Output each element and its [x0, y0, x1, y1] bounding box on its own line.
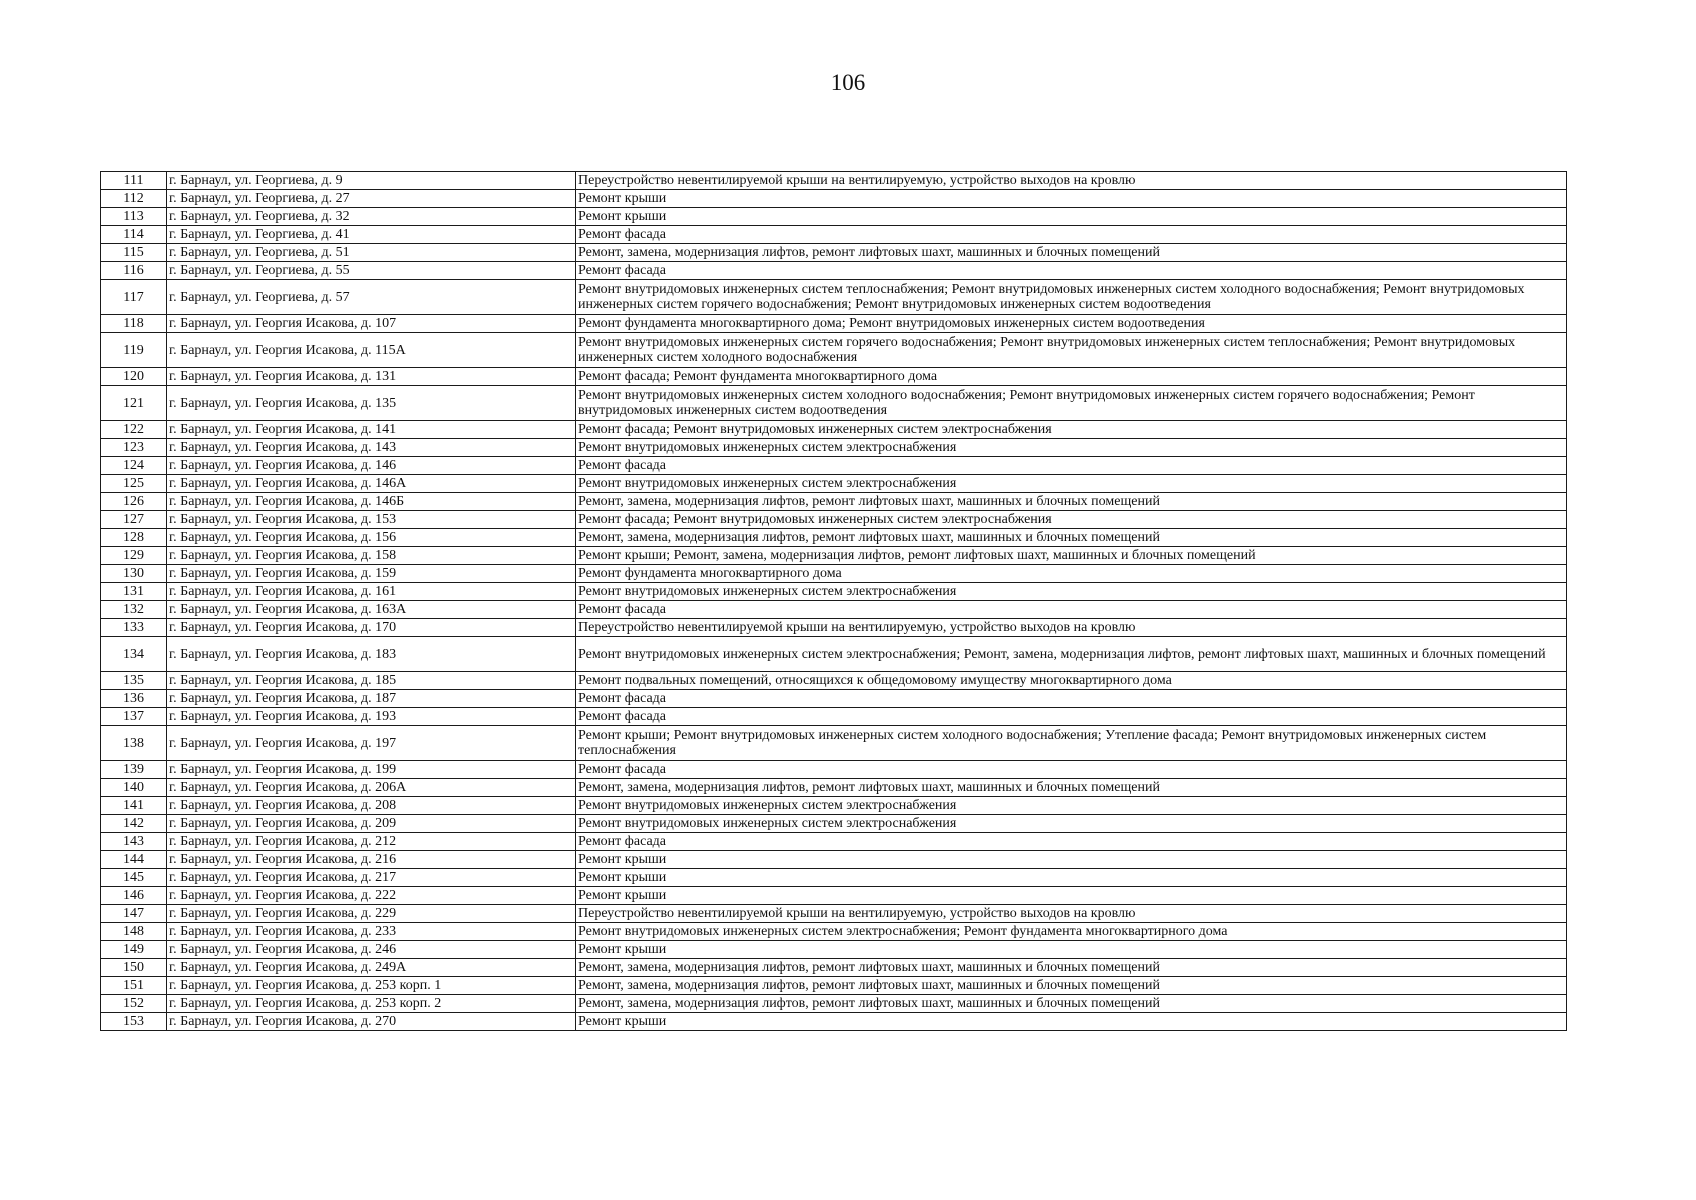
row-number: 117	[101, 280, 167, 315]
address-cell: г. Барнаул, ул. Георгиева, д. 27	[167, 190, 576, 208]
row-number: 122	[101, 421, 167, 439]
row-number: 131	[101, 583, 167, 601]
address-cell: г. Барнаул, ул. Георгия Исакова, д. 249А	[167, 959, 576, 977]
table-row	[101, 995, 1567, 1013]
works-cell: Ремонт подвальных помещений, относящихся к общедомовому имуществу многоквартирного дома	[576, 672, 1567, 690]
row-number: 130	[101, 565, 167, 583]
table-row	[101, 726, 1567, 761]
works-cell: Ремонт внутридомовых инженерных систем электроснабжения	[576, 583, 1567, 601]
table-row	[101, 941, 1567, 959]
row-number: 149	[101, 941, 167, 959]
address-cell: г. Барнаул, ул. Георгия Исакова, д. 141	[167, 421, 576, 439]
works-cell: Ремонт крыши	[576, 941, 1567, 959]
table-row	[101, 457, 1567, 475]
table-row	[101, 190, 1567, 208]
works-cell: Ремонт крыши; Ремонт, замена, модернизация лифтов, ремонт лифтовых шахт, машинных и блочных помещений	[576, 547, 1567, 565]
table-row	[101, 601, 1567, 619]
address-cell: г. Барнаул, ул. Георгия Исакова, д. 217	[167, 869, 576, 887]
row-number: 124	[101, 457, 167, 475]
address-cell: г. Барнаул, ул. Георгия Исакова, д. 185	[167, 672, 576, 690]
address-cell: г. Барнаул, ул. Георгиева, д. 51	[167, 244, 576, 262]
row-number: 151	[101, 977, 167, 995]
works-cell: Ремонт крыши	[576, 208, 1567, 226]
row-number: 150	[101, 959, 167, 977]
address-cell: г. Барнаул, ул. Георгия Исакова, д. 206А	[167, 779, 576, 797]
table-row	[101, 386, 1567, 421]
address-cell: г. Барнаул, ул. Георгия Исакова, д. 131	[167, 368, 576, 386]
table-row	[101, 511, 1567, 529]
table-row	[101, 475, 1567, 493]
works-cell: Ремонт, замена, модернизация лифтов, ремонт лифтовых шахт, машинных и блочных помещений	[576, 779, 1567, 797]
table-row	[101, 421, 1567, 439]
address-cell: г. Барнаул, ул. Георгия Исакова, д. 161	[167, 583, 576, 601]
works-cell: Ремонт, замена, модернизация лифтов, ремонт лифтовых шахт, машинных и блочных помещений	[576, 529, 1567, 547]
row-number: 116	[101, 262, 167, 280]
address-cell: г. Барнаул, ул. Георгия Исакова, д. 153	[167, 511, 576, 529]
address-cell: г. Барнаул, ул. Георгиева, д. 41	[167, 226, 576, 244]
table-row	[101, 439, 1567, 457]
works-cell: Ремонт фундамента многоквартирного дома	[576, 565, 1567, 583]
works-cell: Ремонт фасада; Ремонт внутридомовых инженерных систем электроснабжения	[576, 421, 1567, 439]
table-body	[101, 172, 1567, 1031]
row-number: 153	[101, 1013, 167, 1031]
row-number: 132	[101, 601, 167, 619]
works-cell: Ремонт крыши	[576, 1013, 1567, 1031]
address-cell: г. Барнаул, ул. Георгия Исакова, д. 216	[167, 851, 576, 869]
row-number: 123	[101, 439, 167, 457]
address-cell: г. Барнаул, ул. Георгия Исакова, д. 107	[167, 315, 576, 333]
works-cell: Ремонт внутридомовых инженерных систем электроснабжения	[576, 439, 1567, 457]
table-row	[101, 923, 1567, 941]
works-cell: Ремонт фасада	[576, 690, 1567, 708]
row-number: 143	[101, 833, 167, 851]
address-cell: г. Барнаул, ул. Георгия Исакова, д. 115А	[167, 333, 576, 368]
table-row	[101, 959, 1567, 977]
works-cell: Ремонт фасада	[576, 262, 1567, 280]
address-cell: г. Барнаул, ул. Георгия Исакова, д. 193	[167, 708, 576, 726]
address-cell: г. Барнаул, ул. Георгия Исакова, д. 246	[167, 941, 576, 959]
table-row	[101, 262, 1567, 280]
table-row	[101, 887, 1567, 905]
row-number: 115	[101, 244, 167, 262]
works-cell: Ремонт внутридомовых инженерных систем горячего водоснабжения; Ремонт внутридомовых инженерных систем теплоснабжения; Ремонт внутридомовых инженерных систем холодного водоснабжения	[576, 333, 1567, 368]
address-cell: г. Барнаул, ул. Георгиева, д. 55	[167, 262, 576, 280]
works-cell: Ремонт фундамента многоквартирного дома; Ремонт внутридомовых инженерных систем водоотведения	[576, 315, 1567, 333]
page-number: 106	[830, 70, 866, 95]
address-cell: г. Барнаул, ул. Георгия Исакова, д. 208	[167, 797, 576, 815]
works-cell: Ремонт фасада	[576, 457, 1567, 475]
row-number: 112	[101, 190, 167, 208]
works-cell: Ремонт, замена, модернизация лифтов, ремонт лифтовых шахт, машинных и блочных помещений	[576, 995, 1567, 1013]
row-number: 135	[101, 672, 167, 690]
works-cell: Ремонт крыши; Ремонт внутридомовых инженерных систем холодного водоснабжения; Утепление фасада; Ремонт внутридомовых инженерных систем теплоснабжения	[576, 726, 1567, 761]
row-number: 121	[101, 386, 167, 421]
works-cell: Ремонт внутридомовых инженерных систем холодного водоснабжения; Ремонт внутридомовых инженерных систем горячего водоснабжения; Ремонт внутридомовых инженерных систем водоотведения	[576, 386, 1567, 421]
address-cell: г. Барнаул, ул. Георгия Исакова, д. 146	[167, 457, 576, 475]
address-cell: г. Барнаул, ул. Георгия Исакова, д. 143	[167, 439, 576, 457]
address-cell: г. Барнаул, ул. Георгия Исакова, д. 146Б	[167, 493, 576, 511]
row-number: 134	[101, 637, 167, 672]
table-row	[101, 797, 1567, 815]
table-row	[101, 672, 1567, 690]
works-cell: Ремонт крыши	[576, 887, 1567, 905]
works-cell: Ремонт внутридомовых инженерных систем теплоснабжения; Ремонт внутридомовых инженерных систем холодного водоснабжения; Ремонт внутридомовых инженерных систем горячего водоснабжения; Ремонт внутридомовых инженерных систем водоотведения	[576, 280, 1567, 315]
table-row	[101, 708, 1567, 726]
row-number: 147	[101, 905, 167, 923]
row-number: 152	[101, 995, 167, 1013]
works-cell: Ремонт крыши	[576, 851, 1567, 869]
row-number: 118	[101, 315, 167, 333]
works-cell: Ремонт, замена, модернизация лифтов, ремонт лифтовых шахт, машинных и блочных помещений	[576, 493, 1567, 511]
address-cell: г. Барнаул, ул. Георгия Исакова, д. 209	[167, 815, 576, 833]
table-row	[101, 493, 1567, 511]
table-row	[101, 977, 1567, 995]
address-cell: г. Барнаул, ул. Георгия Исакова, д. 197	[167, 726, 576, 761]
row-number: 146	[101, 887, 167, 905]
address-cell: г. Барнаул, ул. Георгия Исакова, д. 146А	[167, 475, 576, 493]
table-row	[101, 779, 1567, 797]
row-number: 114	[101, 226, 167, 244]
row-number: 129	[101, 547, 167, 565]
works-cell: Ремонт фасада	[576, 601, 1567, 619]
table-row	[101, 280, 1567, 315]
address-cell: г. Барнаул, ул. Георгия Исакова, д. 253 корп. 2	[167, 995, 576, 1013]
address-cell: г. Барнаул, ул. Георгия Исакова, д. 187	[167, 690, 576, 708]
works-cell: Ремонт фасада	[576, 761, 1567, 779]
table-row	[101, 547, 1567, 565]
table-row	[101, 226, 1567, 244]
row-number: 139	[101, 761, 167, 779]
address-cell: г. Барнаул, ул. Георгия Исакова, д. 199	[167, 761, 576, 779]
address-cell: г. Барнаул, ул. Георгия Исакова, д. 135	[167, 386, 576, 421]
works-cell: Ремонт фасада	[576, 226, 1567, 244]
address-cell: г. Барнаул, ул. Георгия Исакова, д. 159	[167, 565, 576, 583]
address-cell: г. Барнаул, ул. Георгия Исакова, д. 183	[167, 637, 576, 672]
table-row	[101, 690, 1567, 708]
row-number: 126	[101, 493, 167, 511]
table-row	[101, 815, 1567, 833]
address-cell: г. Барнаул, ул. Георгиева, д. 32	[167, 208, 576, 226]
table-row	[101, 1013, 1567, 1031]
address-cell: г. Барнаул, ул. Георгия Исакова, д. 170	[167, 619, 576, 637]
row-number: 119	[101, 333, 167, 368]
row-number: 145	[101, 869, 167, 887]
table-row	[101, 761, 1567, 779]
row-number: 125	[101, 475, 167, 493]
table-row	[101, 905, 1567, 923]
row-number: 144	[101, 851, 167, 869]
table-row	[101, 619, 1567, 637]
table-row	[101, 833, 1567, 851]
works-cell: Ремонт внутридомовых инженерных систем электроснабжения	[576, 475, 1567, 493]
table-row	[101, 244, 1567, 262]
works-cell: Переустройство невентилируемой крыши на вентилируемую, устройство выходов на кровлю	[576, 619, 1567, 637]
row-number: 138	[101, 726, 167, 761]
row-number: 128	[101, 529, 167, 547]
table-row	[101, 851, 1567, 869]
table-row	[101, 583, 1567, 601]
table-row	[101, 333, 1567, 368]
works-cell: Переустройство невентилируемой крыши на вентилируемую, устройство выходов на кровлю	[576, 905, 1567, 923]
housing-repair-table	[100, 171, 1567, 1031]
table-row	[101, 368, 1567, 386]
row-number: 140	[101, 779, 167, 797]
works-cell: Ремонт, замена, модернизация лифтов, ремонт лифтовых шахт, машинных и блочных помещений	[576, 244, 1567, 262]
works-cell: Ремонт внутридомовых инженерных систем электроснабжения	[576, 797, 1567, 815]
table-row	[101, 315, 1567, 333]
works-cell: Ремонт фасада; Ремонт внутридомовых инженерных систем электроснабжения	[576, 511, 1567, 529]
row-number: 136	[101, 690, 167, 708]
row-number: 142	[101, 815, 167, 833]
row-number: 148	[101, 923, 167, 941]
address-cell: г. Барнаул, ул. Георгия Исакова, д. 163А	[167, 601, 576, 619]
works-cell: Ремонт крыши	[576, 190, 1567, 208]
address-cell: г. Барнаул, ул. Георгия Исакова, д. 212	[167, 833, 576, 851]
table-row	[101, 637, 1567, 672]
works-cell: Переустройство невентилируемой крыши на вентилируемую, устройство выходов на кровлю	[576, 172, 1567, 190]
works-cell: Ремонт внутридомовых инженерных систем электроснабжения; Ремонт, замена, модернизация лифтов, ремонт лифтовых шахт, машинных и блочных помещений	[576, 637, 1567, 672]
table-row	[101, 208, 1567, 226]
works-cell: Ремонт фасада	[576, 708, 1567, 726]
address-cell: г. Барнаул, ул. Георгия Исакова, д. 253 корп. 1	[167, 977, 576, 995]
address-cell: г. Барнаул, ул. Георгиева, д. 57	[167, 280, 576, 315]
address-cell: г. Барнаул, ул. Георгия Исакова, д. 233	[167, 923, 576, 941]
table-row	[101, 529, 1567, 547]
table-row	[101, 172, 1567, 190]
works-cell: Ремонт крыши	[576, 869, 1567, 887]
works-cell: Ремонт, замена, модернизация лифтов, ремонт лифтовых шахт, машинных и блочных помещений	[576, 977, 1567, 995]
works-cell: Ремонт, замена, модернизация лифтов, ремонт лифтовых шахт, машинных и блочных помещений	[576, 959, 1567, 977]
address-cell: г. Барнаул, ул. Георгия Исакова, д. 229	[167, 905, 576, 923]
row-number: 120	[101, 368, 167, 386]
works-cell: Ремонт фасада; Ремонт фундамента многоквартирного дома	[576, 368, 1567, 386]
address-cell: г. Барнаул, ул. Георгиева, д. 9	[167, 172, 576, 190]
row-number: 137	[101, 708, 167, 726]
row-number: 133	[101, 619, 167, 637]
table-row	[101, 565, 1567, 583]
address-cell: г. Барнаул, ул. Георгия Исакова, д. 156	[167, 529, 576, 547]
row-number: 141	[101, 797, 167, 815]
address-cell: г. Барнаул, ул. Георгия Исакова, д. 158	[167, 547, 576, 565]
address-cell: г. Барнаул, ул. Георгия Исакова, д. 222	[167, 887, 576, 905]
row-number: 113	[101, 208, 167, 226]
address-cell: г. Барнаул, ул. Георгия Исакова, д. 270	[167, 1013, 576, 1031]
row-number: 127	[101, 511, 167, 529]
works-cell: Ремонт внутридомовых инженерных систем электроснабжения	[576, 815, 1567, 833]
table-row	[101, 869, 1567, 887]
works-cell: Ремонт внутридомовых инженерных систем электроснабжения; Ремонт фундамента многоквартирного дома	[576, 923, 1567, 941]
works-cell: Ремонт фасада	[576, 833, 1567, 851]
row-number: 111	[101, 172, 167, 190]
